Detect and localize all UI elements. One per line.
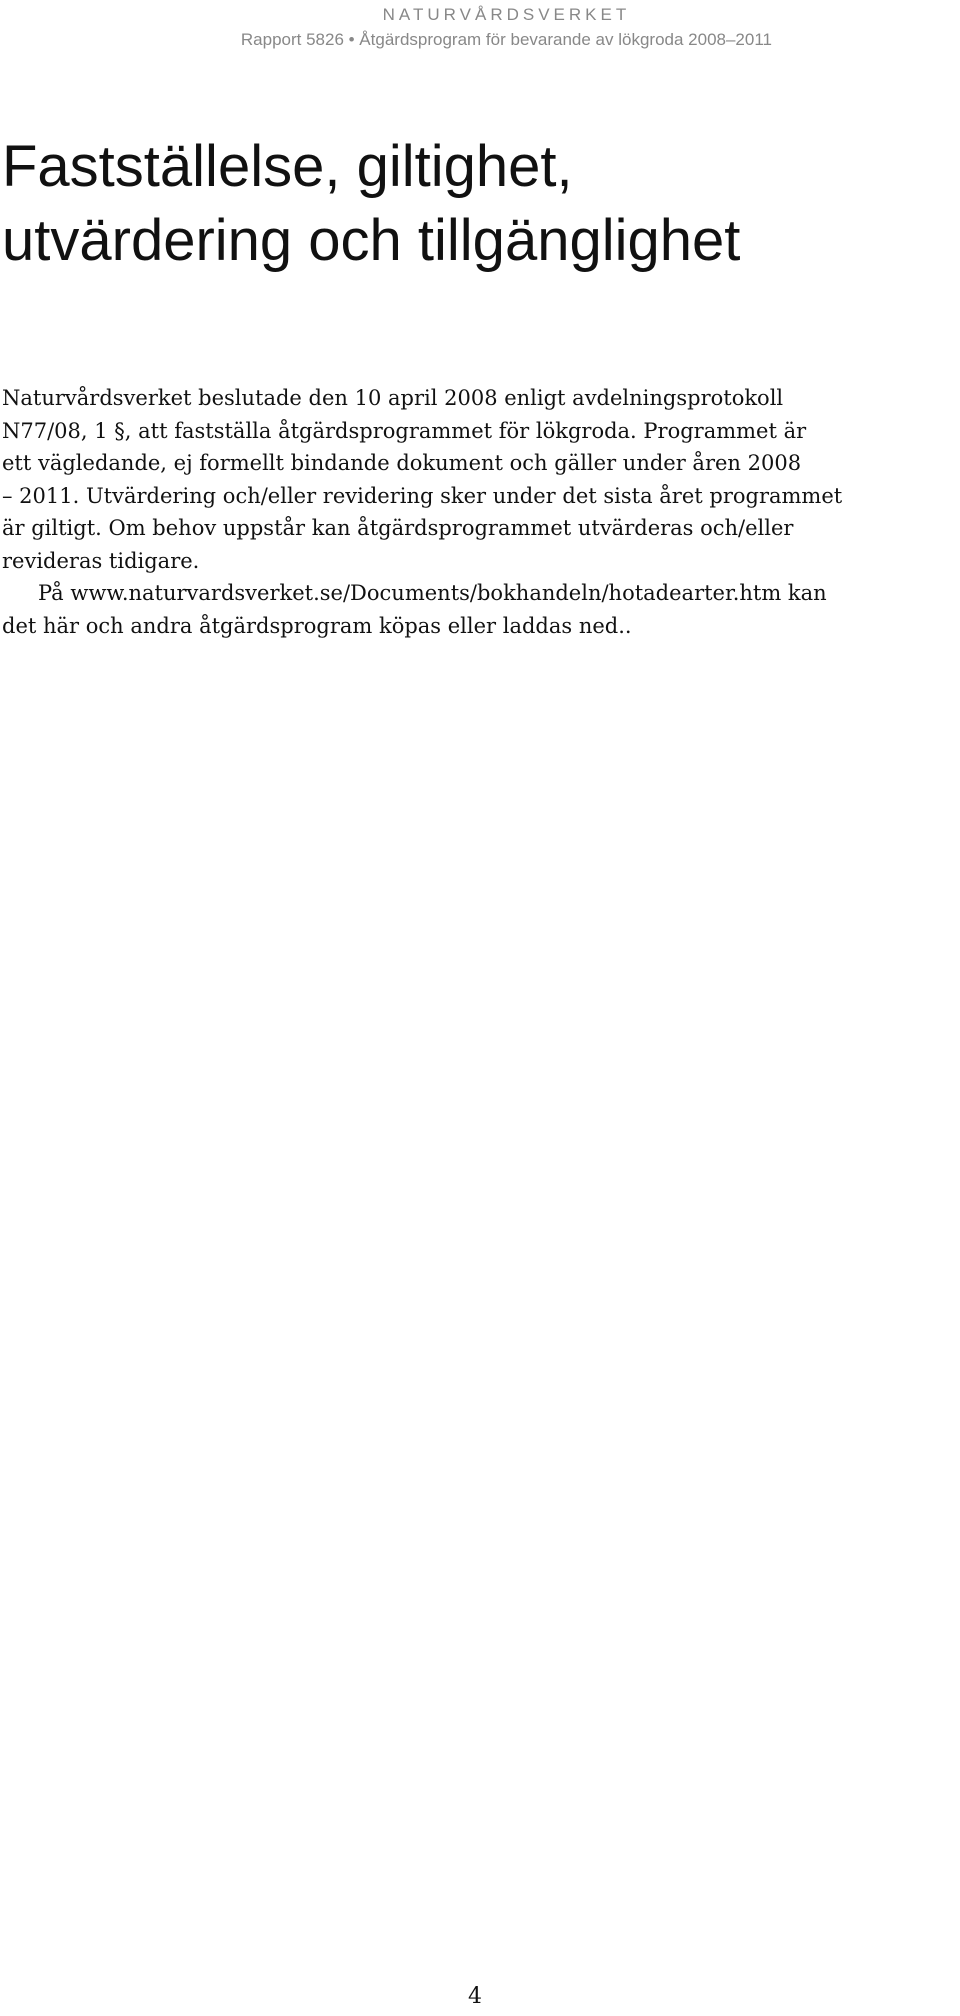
page-number: 4 (468, 1984, 482, 2009)
header-organization: NATURVÅRDSVERKET (382, 5, 631, 24)
body-line-url: På www.naturvardsverket.se/Documents/bokhandeln/hotadearter.htm kan (38, 581, 827, 605)
body-line: N77/08, 1 §, att fastställa åtgärdsprogrammet för lökgroda. Programmet är (2, 418, 807, 443)
body-line: ett vägledande, ej formellt bindande dokument och gäller under åren 2008 (2, 451, 802, 475)
body-line: det här och andra åtgärdsprogram köpas eller laddas ned.. (2, 613, 632, 638)
page-title (2, 130, 740, 278)
header-report-title: Rapport 5826 • Åtgärdsprogram för bevarande av lökgroda 2008–2011 (240, 30, 772, 49)
running-header (241, 4, 772, 52)
page-title-line-2: utvärdering och tillgänglighet (2, 208, 741, 273)
page-number-container (0, 1984, 960, 2010)
page-title-line-1: Fastställelse, giltighet, (2, 134, 573, 199)
body-line: är giltigt. Om behov uppstår kan åtgärdsprogrammet utvärderas och/eller (2, 516, 794, 540)
body-paragraph (2, 382, 960, 642)
body-line: – 2011. Utvärdering och/eller revidering sker under det sista året programmet (2, 483, 843, 508)
body-line: revideras tidigare. (2, 548, 200, 573)
body-line: Naturvårdsverket beslutade den 10 april 2008 enligt avdelningsprotokoll (2, 386, 784, 410)
